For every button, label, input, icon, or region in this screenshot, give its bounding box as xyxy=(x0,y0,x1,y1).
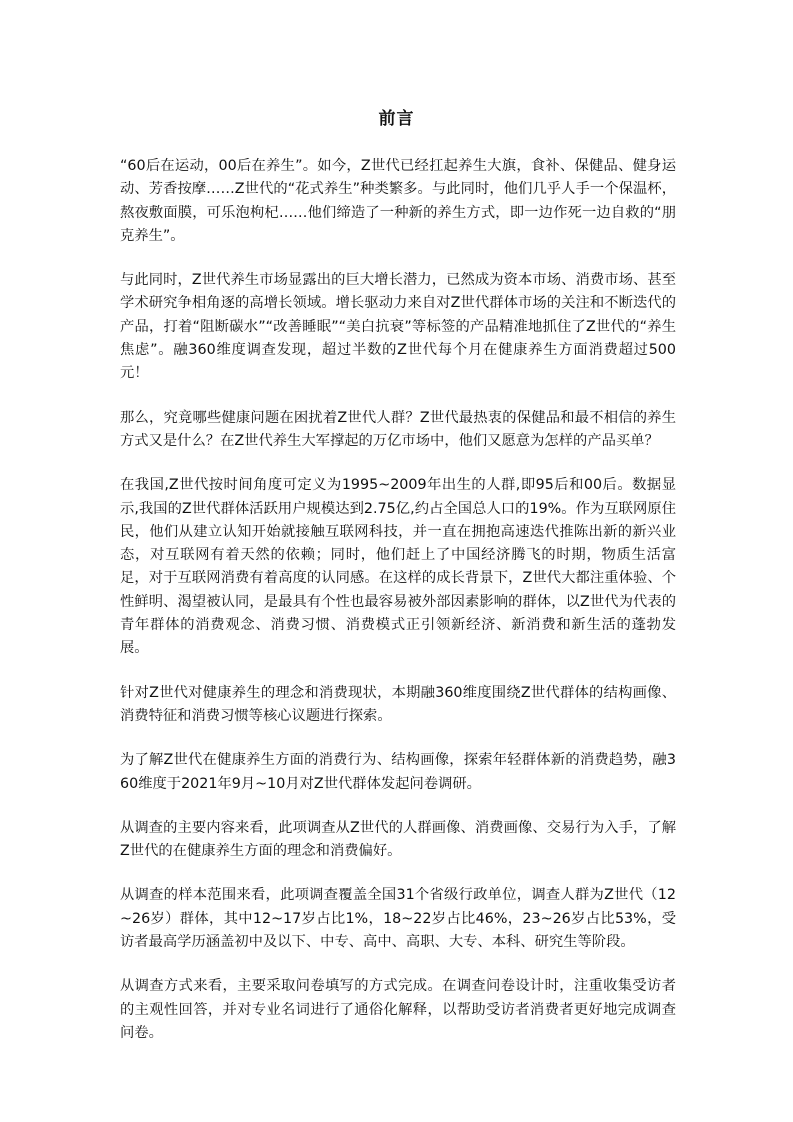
paragraph-7: 从调查的主要内容来看，此项调查从Z世代的人群画像、消费画像、交易行为入手，了解Z世代的在健康养生方面的理念和消费偏好。 xyxy=(120,819,676,860)
paragraph-9: 从调查方式来看，主要采取问卷填写的方式完成。在调查问卷设计时，注重收集受访者的主观性回答，并对专业名词进行了通俗化解释，以帮助受访者消费者更好地完成调查问卷。 xyxy=(120,978,676,1041)
page-title: 前言 xyxy=(378,109,415,129)
paragraph-2: 与此同时，Z世代养生市场显露出的巨大增长潜力，已然成为资本市场、消费市场、甚至学术研究争相角逐的高增长领域。增长驱动力来自对Z世代群体市场的关注和不断迭代的产品，打着“阻断碳水”“改善睡眠”“美白抗衰”等标签的产品精准地抓住了Z世代的“养生焦虑”。融360维度调查发现，超过半数的Z世代每个月在健康养生方面消费超过500元！ xyxy=(120,272,676,382)
paragraph-5: 针对Z世代对健康养生的理念和消费现状，本期融360维度围绕Z世代群体的结构画像、消费特征和消费习惯等核心议题进行探索。 xyxy=(120,684,676,724)
paragraph-8: 从调查的样本范围来看，此项调查覆盖全国31个省级行政单位，调查人群为Z世代（12~26岁）群体，其中12~17岁占比1%，18~22岁占比46%，23~26岁占比53%，受访者最高学历涵盖初中及以下、中专、高中、高职、大专、本科、研究生等阶段。 xyxy=(120,887,676,951)
paragraph-4: 在我国,Z世代按时间角度可定义为1995~2009年出生的人群,即95后和00后。数据显示,我国的Z世代群体活跃用户规模达到2.75亿,约占全国总人口的19%。作为互联网原住民，他们从建立认知开始就接触互联网科技，并一直在拥抱高速迭代推陈出新的新兴业态，对互联网有着天然的依赖；同时，他们赶上了中国经济腾飞的时期，物质生活富足，对于互联网消费有着高度的认同感。在这样的成长背景下，Z世代大都注重体验、个性鲜明、渴望被认同，是最具有个性也最容易被外部因素影响的群体，以Z世代为代表的青年群体的消费观念、消费习惯、消费模式正引领新经济、新消费和新生活的蓬勃发展。 xyxy=(120,477,676,657)
paragraph-6: 为了解Z世代在健康养生方面的消费行为、结构画像，探索年轻群体新的消费趋势，融360维度于2021年9月~10月对Z世代群体发起问卷调研。 xyxy=(120,752,676,792)
paragraph-1: “60后在运动，00后在养生”。如今，Z世代已经扛起养生大旗，食补、保健品、健身运动、芳香按摩……Z世代的“花式养生”种类繁多。与此同时，他们几乎人手一个保温杯，熬夜敷面膜，可乐泡枸杞……他们缔造了一种新的养生方式，即一边作死一边自救的“朋克养生”。 xyxy=(120,158,676,244)
paragraph-3: 那么，究竟哪些健康问题在困扰着Z世代人群？Z世代最热衷的保健品和最不相信的养生方式又是什么？在Z世代养生大军撑起的万亿市场中，他们又愿意为怎样的产品买单？ xyxy=(120,409,676,449)
document-body xyxy=(120,155,676,1066)
